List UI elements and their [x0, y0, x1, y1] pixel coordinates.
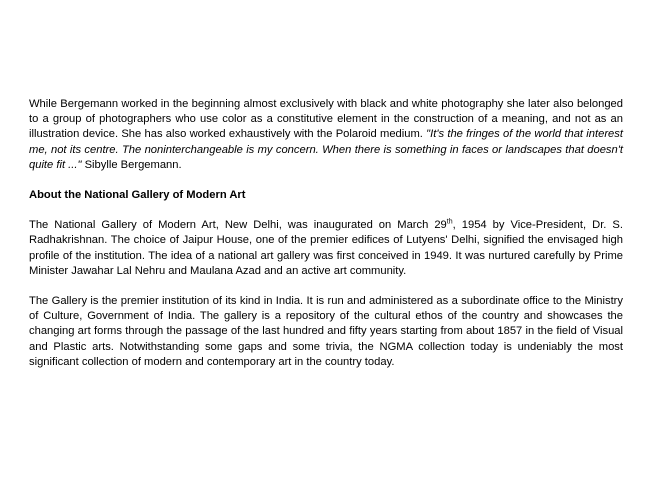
ngma-history-paragraph: [29, 218, 623, 279]
paragraph-spacer: [29, 203, 623, 218]
quote-attribution: Sibylle Bergemann.: [81, 158, 182, 171]
paragraph-spacer: [29, 173, 623, 188]
ordinal-superscript: th: [446, 218, 453, 226]
ngma-collection-paragraph: The Gallery is the premier institution of its kind in India. It is run and administered as a subordinate office to the Ministry of Culture, Government of India. The gallery is a repository of the cultural ethos of the country and showcases the changing art forms through the passage of the last hundred and fifty years starting from about 1857 in the field of Visual and Plastic arts. Notwithstanding some gaps and some trivia, the NGMA collection today is undeniably the most significant collection of modern and contemporary art in the country today.: [29, 295, 623, 368]
document-body: [29, 97, 623, 370]
bergemann-paragraph: [29, 97, 623, 173]
paragraph-spacer: [29, 279, 623, 294]
bergemann-text: While Bergemann worked in the beginning almost exclusively with black and white photography she later also belonged to a group of photographers who use color as a constitutive element in the construction of a meaning, and not as an illustration device. She has also worked exhaustively with the Polaroid medium.: [29, 98, 623, 141]
section-heading: About the National Gallery of Modern Art: [29, 189, 246, 202]
ngma-history-text-end: , 1954 by Vice-President, Dr. S. Radhakrishnan. The choice of Jaipur House, one of the premier edifices of Lutyens' Delhi, signified the envisaged high profile of the institution. The idea of a national art gallery was first conceived in 1949. It was nurtured carefully by Prime Minister Jawahar Lal Nehru and Maulana Azad and an active art community.: [29, 219, 623, 277]
bergemann-quote: "It's the fringes of the world that interest me, not its centre. The noninterchangeable is my concern. When there is something in faces or landscapes that doesn't quite fit ...": [29, 128, 623, 171]
ngma-history-text-start: The National Gallery of Modern Art, New Delhi, was inaugurated on March 29: [29, 219, 447, 232]
